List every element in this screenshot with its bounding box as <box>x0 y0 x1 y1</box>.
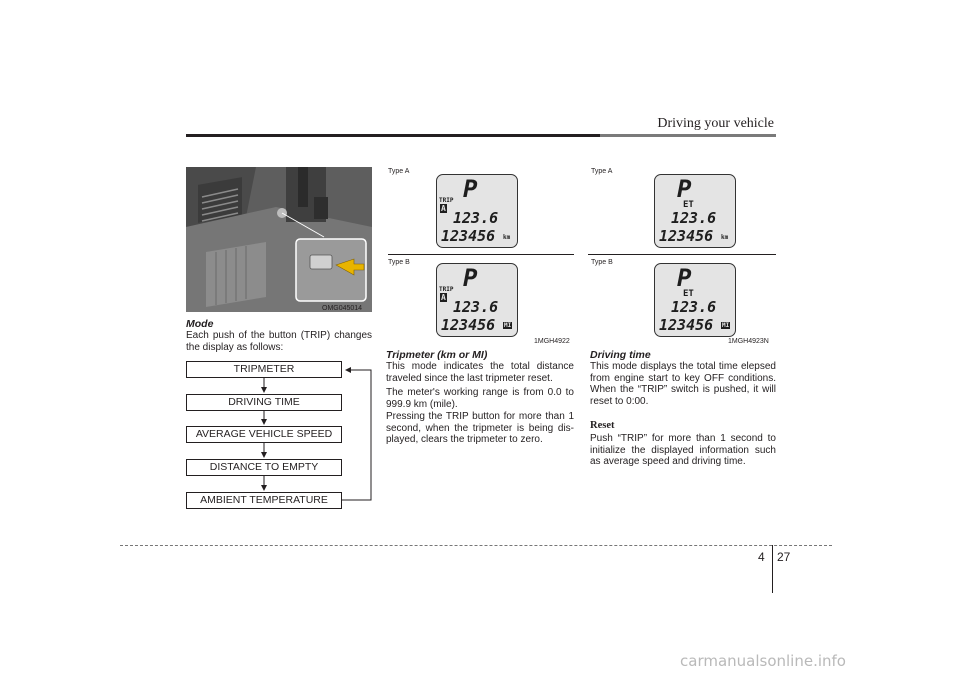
type-a-label: Type A <box>591 168 613 175</box>
odometer-value: 123456 <box>441 227 496 245</box>
tripmeter-paragraph-2: The meter's working range is from 0.0 to 999.9 km (mile). <box>386 387 574 410</box>
lcd-display-type-a <box>436 174 518 248</box>
time-value: 123.6 <box>671 298 717 316</box>
odometer-value: 123456 <box>441 316 496 334</box>
type-b-label: Type B <box>388 259 410 266</box>
trip-letter: A <box>441 293 446 302</box>
driving-time-figure <box>588 167 776 345</box>
odometer-value: 123456 <box>659 316 714 334</box>
header-rule-accent <box>600 134 776 137</box>
type-a-label: Type A <box>388 168 410 175</box>
trip-label: TRIP <box>439 286 454 293</box>
unit-mi: MI <box>504 322 512 329</box>
gear-indicator: P <box>677 264 692 292</box>
tripmeter-paragraph-1: This mode indicates the total distance traveled since the last tripmeter reset. <box>386 361 574 384</box>
flow-box-distance-to-empty: DISTANCE TO EMPTY <box>186 459 342 476</box>
footer-vertical-rule <box>772 545 773 593</box>
driving-time-title: Driving time <box>590 349 651 361</box>
lcd-display-type-b <box>436 263 518 337</box>
unit-km: km <box>503 234 511 241</box>
tripmeter-paragraph-3: Pressing the TRIP button for more than 1 second, when the tripmeter is being dis- played, clears the tripmeter to zero. <box>386 411 574 445</box>
tripmeter-title: Tripmeter (km or MI) <box>386 349 488 361</box>
dashboard-illustration <box>186 167 372 312</box>
mode-title: Mode <box>186 318 214 330</box>
trip-value: 123.6 <box>453 298 499 316</box>
odometer-value: 123456 <box>659 227 714 245</box>
watermark-text: carmanualsonline.info <box>680 652 846 670</box>
footer-dashed-rule <box>120 545 832 546</box>
time-value: 123.6 <box>671 209 717 227</box>
flow-box-average-speed: AVERAGE VEHICLE SPEED <box>186 426 342 443</box>
gear-indicator: P <box>463 264 478 292</box>
driving-time-paragraph: This mode displays the total time elepsed from engine start to key OFF conditions. When the “TRIP” switch is pushed, it will reset to 0:00. <box>590 361 776 407</box>
reset-title: Reset <box>590 420 615 431</box>
unit-km: km <box>721 234 729 241</box>
et-label: ET <box>683 289 694 299</box>
flow-arrows <box>186 361 376 511</box>
gear-indicator: P <box>463 175 478 203</box>
tripmeter-figure <box>384 167 574 345</box>
flow-box-driving-time: DRIVING TIME <box>186 394 342 411</box>
flow-box-ambient-temperature: AMBIENT TEMPERATURE <box>186 492 342 509</box>
figure-code: 1MGH4923N <box>728 338 769 345</box>
section-number: 4 <box>758 550 765 564</box>
type-b-label: Type B <box>591 259 613 266</box>
flow-box-tripmeter: TRIPMETER <box>186 361 342 378</box>
gear-indicator: P <box>677 175 692 203</box>
mode-text: Each push of the button (TRIP) changes the display as follows: <box>186 330 372 353</box>
page-header-title: Driving your vehicle <box>657 116 774 131</box>
photo-caption-code: OMG045014 <box>322 305 363 312</box>
figure-code: 1MGH4922 <box>534 338 570 345</box>
lcd-display-type-b <box>654 263 736 337</box>
trip-label: TRIP <box>439 197 454 204</box>
trip-value: 123.6 <box>453 209 499 227</box>
trip-letter: A <box>441 204 446 213</box>
figure-divider <box>388 254 574 255</box>
unit-mi: MI <box>722 322 730 329</box>
trip-button-photo <box>186 167 372 312</box>
lcd-display-type-a <box>654 174 736 248</box>
figure-divider <box>588 254 776 255</box>
reset-text: Push “TRIP” for more than 1 second to initialize the displayed information such as average speed and driving time. <box>590 433 776 467</box>
page-number: 27 <box>777 550 791 564</box>
et-label: ET <box>683 200 694 210</box>
